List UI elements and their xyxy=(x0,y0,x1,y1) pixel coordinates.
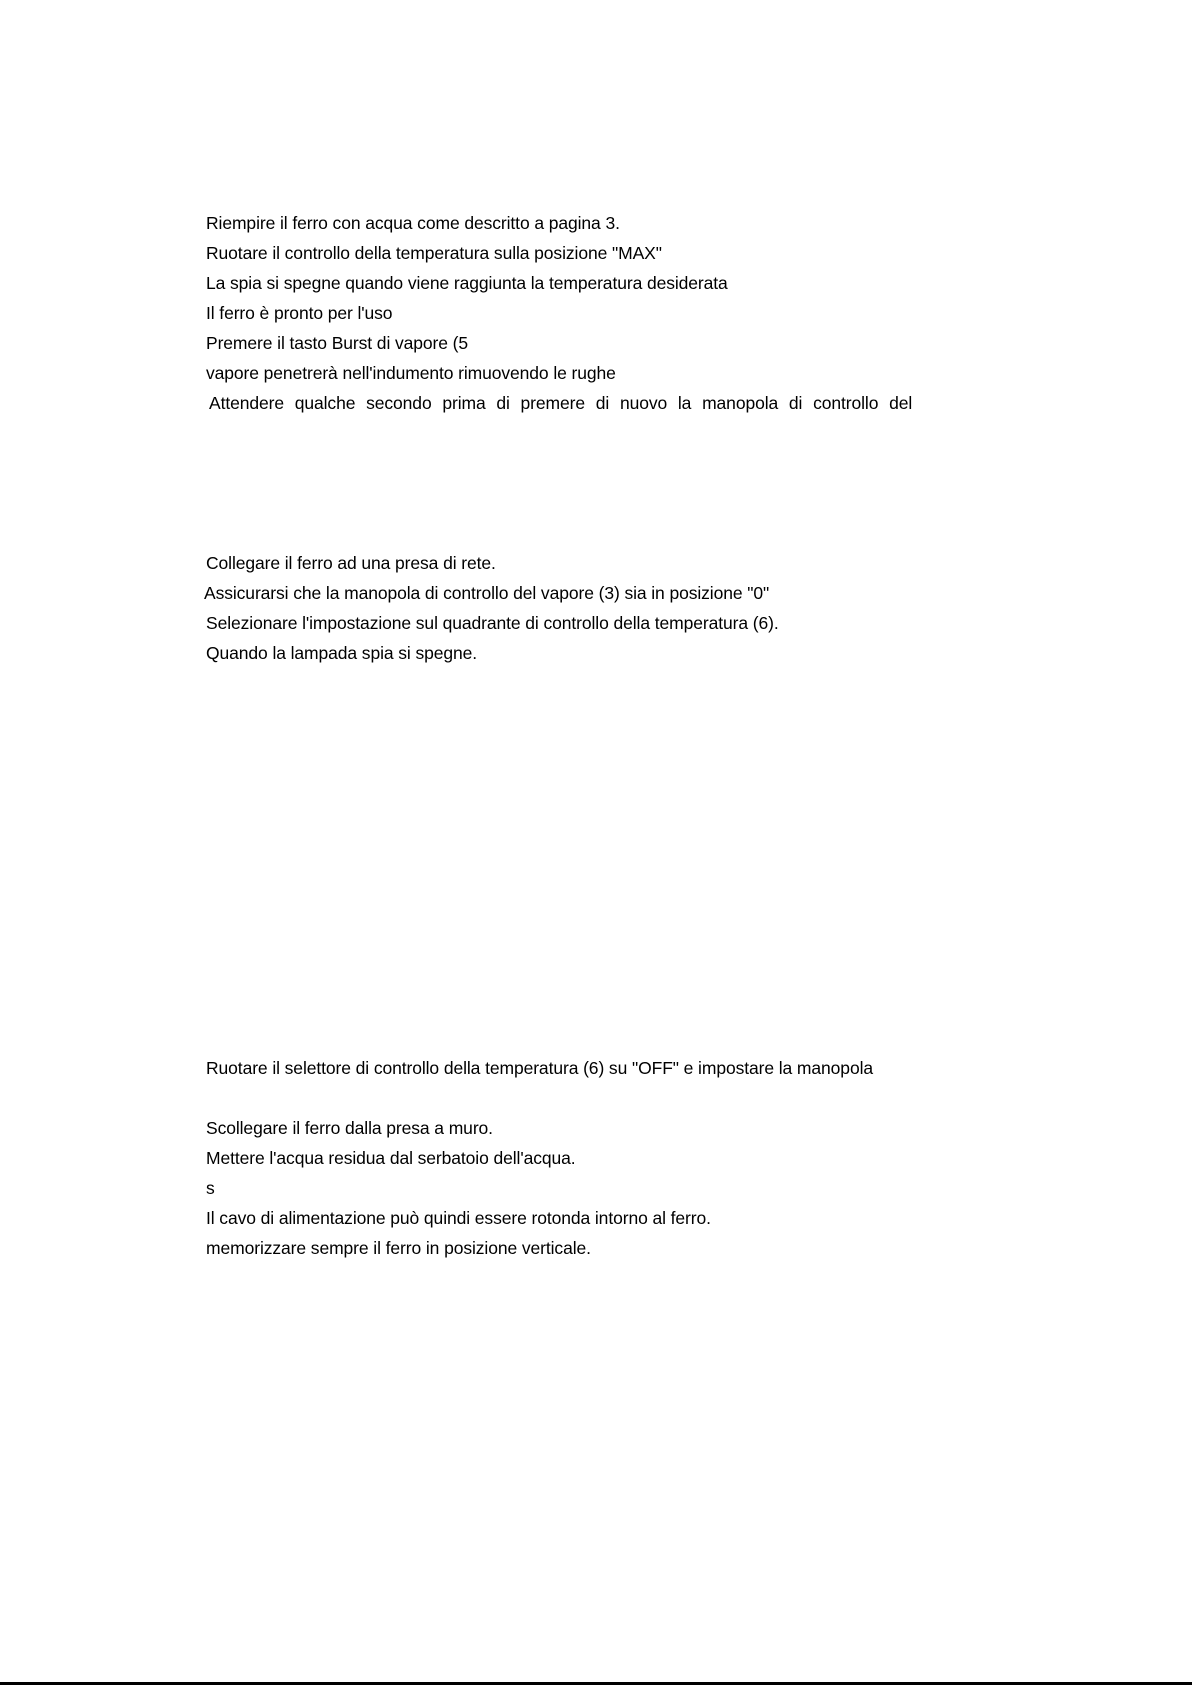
instruction-line: memorizzare sempre il ferro in posizione verticale. xyxy=(206,1238,591,1258)
instruction-line: Attendere qualche secondo prima di premere di nuovo la manopola di controllo del xyxy=(209,393,913,413)
instruction-line: Selezionare l'impostazione sul quadrante di controllo della temperatura (6). xyxy=(206,613,779,633)
instruction-line: vapore penetrerà nell'indumento rimuovendo le rughe xyxy=(206,363,616,383)
instruction-line: Quando la lampada spia si spegne. xyxy=(206,643,478,663)
instruction-line: Collegare il ferro ad una presa di rete. xyxy=(206,553,496,573)
instruction-line: Scollegare il ferro dalla presa a muro. xyxy=(206,1118,493,1138)
instruction-line: s xyxy=(206,1178,215,1198)
instruction-line: Il cavo di alimentazione può quindi essere rotonda intorno al ferro. xyxy=(206,1208,711,1228)
instruction-line: Riempire il ferro con acqua come descritto a pagina 3. xyxy=(206,213,620,233)
instruction-line: Il ferro è pronto per l'uso xyxy=(206,303,393,323)
instruction-line: Premere il tasto Burst di vapore (5 xyxy=(206,333,469,353)
instruction-line: Assicurarsi che la manopola di controllo del vapore (3) sia in posizione "0" xyxy=(204,583,770,603)
instruction-line: Ruotare il controllo della temperatura sulla posizione "MAX" xyxy=(206,243,662,263)
instruction-line: La spia si spegne quando viene raggiunta la temperatura desiderata xyxy=(206,273,728,293)
instruction-line: Mettere l'acqua residua dal serbatoio dell'acqua. xyxy=(206,1148,576,1168)
instruction-line: Ruotare il selettore di controllo della temperatura (6) su "OFF" e impostare la manopola xyxy=(206,1058,873,1078)
